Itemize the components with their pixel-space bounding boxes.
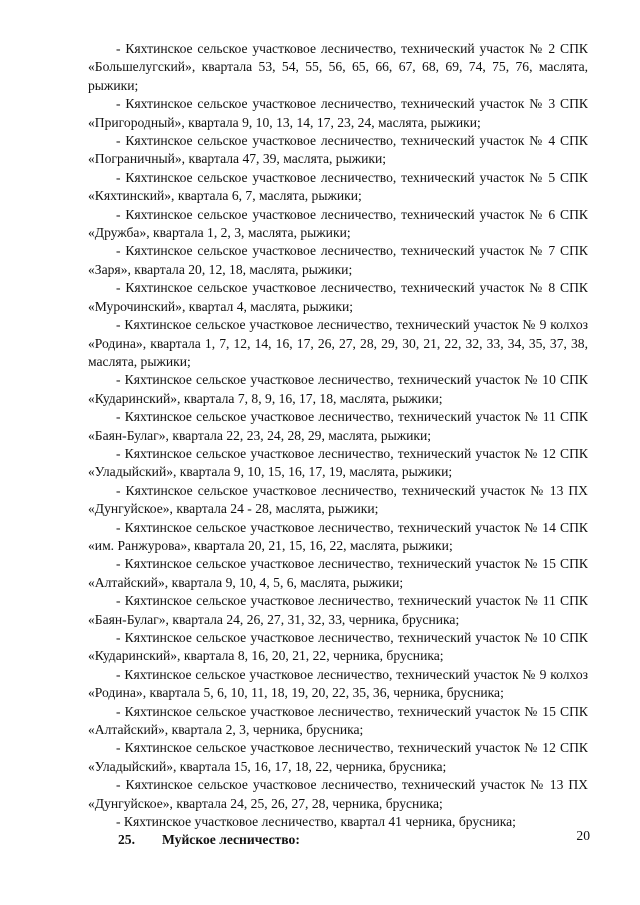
list-paragraph: - Кяхтинское сельское участковое лесничество, технический участок № 9 колхоз «Родина», квартала 5, 6, 10, 11, 18, 19, 20, 22, 35, 36, черника, брусника;: [88, 666, 588, 701]
list-paragraph: - Кяхтинское сельское участковое лесничество, технический участок № 10 СПК «Кударинский», квартала 8, 16, 20, 21, 22, черника, брусника;: [88, 630, 588, 664]
list-paragraph: - Кяхтинское сельское участковое лесничество, технический участок № 4 СПК «Пограничный», квартала 47, 39, маслята, рыжики;: [88, 133, 588, 167]
section-number: 25.: [118, 832, 135, 848]
section-heading: [88, 831, 588, 849]
list-paragraph: - Кяхтинское сельское участковое лесничество, технический участок № 6 СПК «Дружба», квартала 1, 2, 3, маслята, рыжики;: [88, 206, 588, 241]
list-paragraph: - Кяхтинское сельское участковое лесничество, технический участок № 7 СПК «Заря», квартала 20, 12, 18, маслята, рыжики;: [88, 243, 588, 277]
list-paragraph: - Кяхтинское сельское участковое лесничество, технический участок № 15 СПК «Алтайский», квартала 9, 10, 4, 5, 6, маслята, рыжики;: [88, 556, 588, 590]
list-paragraph: - Кяхтинское сельское участковое лесничество, технический участок № 13 ПХ «Дунгуйское», квартала 24, 25, 26, 27, 28, черника, брусника;: [88, 777, 588, 811]
list-paragraph: - Кяхтинское сельское участковое лесничество, технический участок № 3 СПК «Пригородный», квартала 9, 10, 13, 14, 17, 23, 24, маслята, рыжики;: [88, 96, 588, 130]
list-paragraph: - Кяхтинское сельское участковое лесничество, технический участок № 13 ПХ «Дунгуйское», квартала 24 - 28, маслята, рыжики;: [88, 482, 588, 517]
page-content: [88, 40, 588, 850]
page-number: 20: [576, 828, 590, 843]
list-paragraph: - Кяхтинское сельское участковое лесничество, технический участок № 10 СПК «Кударинский», квартала 7, 8, 9, 16, 17, 18, маслята, рыжики;: [88, 372, 588, 406]
list-paragraph: - Кяхтинское сельское участковое лесничество, технический участок № 11 СПК «Баян-Булаг», квартала 22, 23, 24, 28, 29, маслята, рыжики;: [88, 409, 588, 443]
list-paragraph: - Кяхтинское сельское участковое лесничество, технический участок № 2 СПК «Большелугский», квартала 53, 54, 55, 56, 65, 66, 67, 68, 69, 74, 75, 76, маслята, рыжики;: [88, 41, 588, 93]
list-paragraph: - Кяхтинское сельское участковое лесничество, технический участок № 12 СПК «Уладыйский», квартала 9, 10, 15, 16, 17, 19, маслята, рыжики;: [88, 445, 588, 480]
list-paragraph: - Кяхтинское сельское участковое лесничество, технический участок № 9 колхоз «Родина», квартала 1, 7, 12, 14, 16, 17, 26, 27, 28, 29, 30, 21, 22, 32, 33, 34, 35, 37, 38, маслята, рыжики;: [88, 317, 588, 369]
list-paragraph: - Кяхтинское сельское участковое лесничество, технический участок № 15 СПК «Алтайский», квартала 2, 3, черника, брусника;: [88, 703, 588, 738]
list-paragraph: - Кяхтинское сельское участковое лесничество, технический участок № 11 СПК «Баян-Булаг», квартала 24, 26, 27, 31, 32, 33, черника, брусника;: [88, 593, 588, 627]
list-paragraph: - Кяхтинское сельское участковое лесничество, технический участок № 8 СПК «Мурочинский», квартал 4, маслята, рыжики;: [88, 280, 588, 314]
list-paragraph: - Кяхтинское сельское участковое лесничество, технический участок № 14 СПК «им. Ранжурова», квартала 20, 21, 15, 16, 22, маслята, рыжики;: [88, 519, 588, 553]
list-paragraph: - Кяхтинское сельское участковое лесничество, технический участок № 5 СПК «Кяхтинский», квартала 6, 7, маслята, рыжики;: [88, 169, 588, 204]
list-paragraph: - Кяхтинское сельское участковое лесничество, технический участок № 12 СПК «Уладыйский», квартала 15, 16, 17, 18, 22, черника, брусника;: [88, 740, 588, 774]
list-paragraph: - Кяхтинское участковое лесничество, квартал 41 черника, брусника;: [116, 814, 516, 830]
section-title: Муйское лесничество:: [162, 832, 300, 848]
